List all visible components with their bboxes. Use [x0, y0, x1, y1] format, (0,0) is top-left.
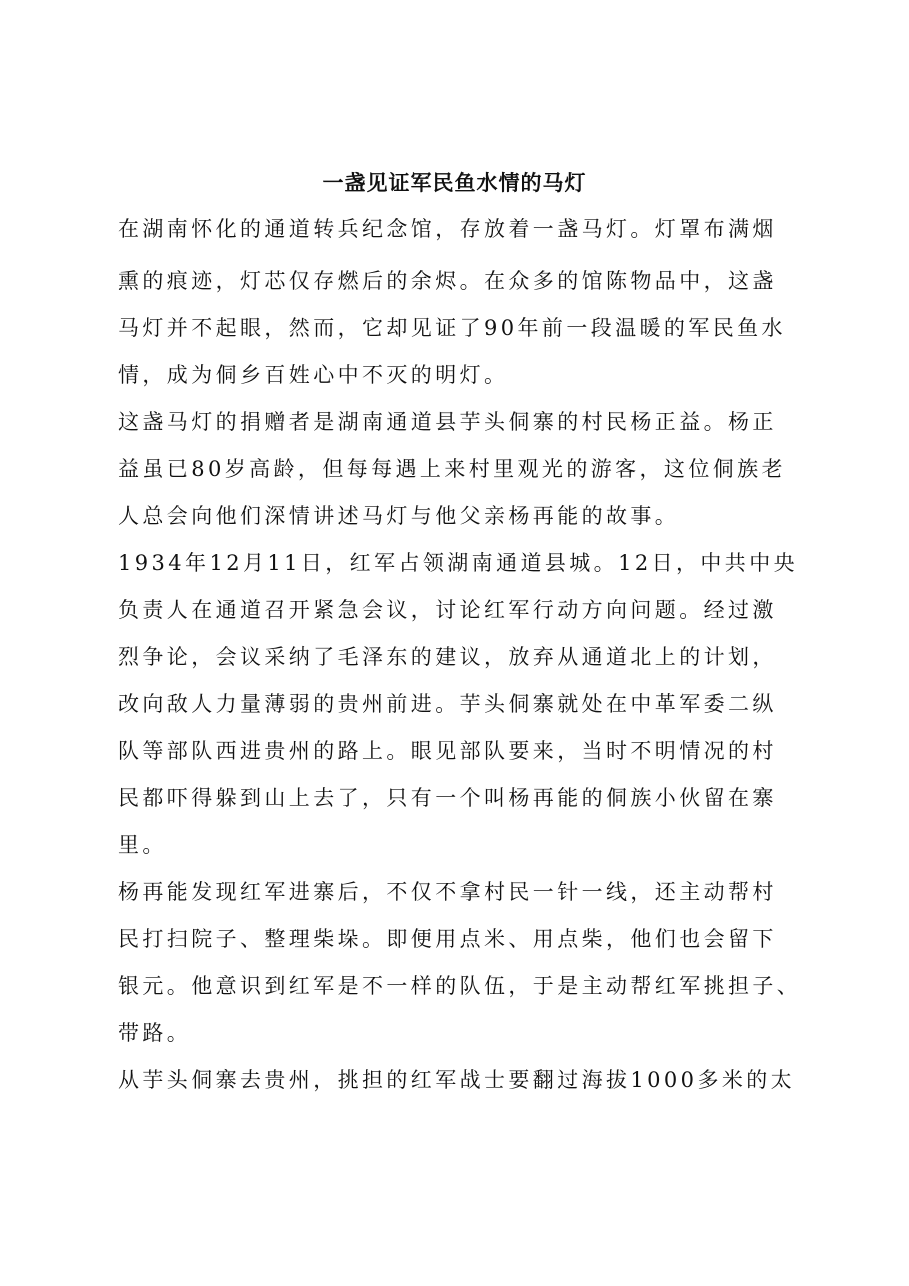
body-line: 人总会向他们深情讲述马灯与他父亲杨再能的故事。 — [118, 504, 680, 528]
body-line: 改向敌人力量薄弱的贵州前进。芋头侗寨就处在中革军委二纵 — [118, 692, 777, 716]
document-title: 一盏见证军民鱼水情的马灯 — [322, 170, 587, 195]
body-line: 烈争论，会议采纳了毛泽东的建议，放弃从通道北上的计划， — [118, 645, 777, 669]
body-line: 1934年12月11日，红军占领湖南通道县城。12日，中共中央 — [118, 551, 799, 575]
body-line: 益虽已80岁高龄，但每每遇上来村里观光的游客，这位侗族老 — [118, 457, 786, 481]
body-line: 银元。他意识到红军是不一样的队伍，于是主动帮红军挑担子、 — [118, 974, 802, 998]
body-line: 带路。 — [118, 1021, 192, 1045]
body-line: 民都吓得躲到山上去了，只有一个叫杨再能的侗族小伙留在寨 — [118, 786, 777, 810]
body-line: 这盏马灯的捐赠者是湖南通道县芋头侗寨的村民杨正益。杨正 — [118, 410, 777, 434]
body-line: 从芋头侗寨去贵州，挑担的红军战士要翻过海拔1000多米的太 — [118, 1068, 796, 1092]
body-line: 负责人在通道召开紧急会议，讨论红军行动方向问题。经过激 — [118, 598, 777, 622]
body-line: 在湖南怀化的通道转兵纪念馆，存放着一盏马灯。灯罩布满烟 — [118, 217, 777, 241]
body-line: 里。 — [118, 833, 167, 857]
body-line: 情，成为侗乡百姓心中不灭的明灯。 — [118, 363, 509, 387]
body-line: 马灯并不起眼，然而，它却见证了90年前一段温暖的军民鱼水 — [118, 316, 786, 340]
body-line: 熏的痕迹，灯芯仅存燃后的余烬。在众多的馆陈物品中，这盏 — [118, 269, 777, 293]
body-line: 民打扫院子、整理柴垛。即便用点米、用点柴，他们也会留下 — [118, 927, 777, 951]
body-line: 杨再能发现红军进寨后，不仅不拿村民一针一线，还主动帮村 — [118, 880, 777, 904]
body-line: 队等部队西进贵州的路上。眼见部队要来，当时不明情况的村 — [118, 739, 777, 763]
